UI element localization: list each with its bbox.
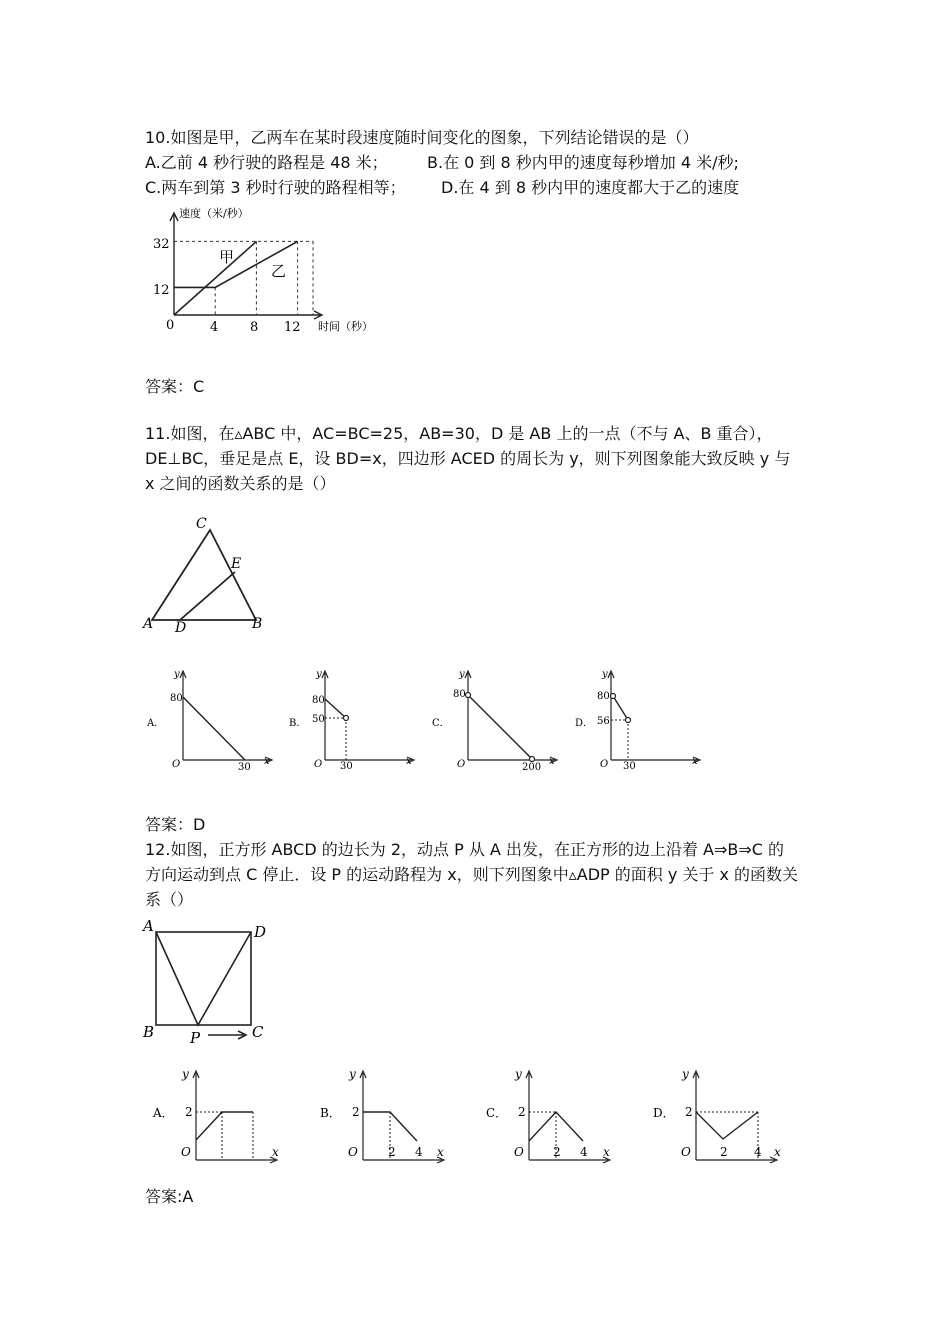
q11-graph-c [430, 665, 565, 775]
q11b-y-mid: 50 [312, 714, 325, 725]
q11-segment-de [180, 572, 235, 620]
q12d-x-mid: 2 [720, 1145, 728, 1159]
q11-stem-line2: DE⊥BC，垂足是点 E，设 BD=x，四边形 ACED 的周长为 y，则下列图象能大致反映 y 与 [145, 449, 791, 468]
q12-answer: 答案:A [145, 1187, 194, 1206]
q11a-graph-line [183, 697, 245, 760]
q10-option-b: B.在 0 到 8 秒内甲的速度每秒增加 4 米/秒; [427, 153, 739, 172]
q11b-graph-line [325, 699, 346, 718]
q11-stem-line1: 11.如图，在▵ABC 中，AC=BC=25，AB=30，D 是 AB 上的一点（不与 A、B 重合）， [145, 424, 773, 443]
q12d-graph-line [696, 1112, 758, 1139]
q10-series-label-jia: 甲 [219, 248, 235, 266]
q11d-option: D． [575, 718, 594, 729]
q12-label-d: D [254, 923, 267, 941]
q12b-x-mid: 2 [388, 1145, 396, 1159]
q12a-graph-line [196, 1112, 253, 1140]
q10-xtick-8: 8 [250, 320, 259, 335]
q10-xtick-4: 4 [210, 320, 219, 335]
q11b-option: B． [289, 718, 307, 729]
q12a-origin: O [181, 1145, 191, 1159]
q11b-x-label: x [406, 756, 412, 767]
q11-label-c: C [196, 516, 207, 532]
q11a-y-top: 80 [170, 693, 183, 704]
q12b-y-val: 2 [352, 1105, 360, 1119]
q11d-x-label: x [692, 756, 698, 767]
q11c-graph-line [468, 695, 532, 759]
q11d-graph-line [613, 696, 628, 720]
q12-stem-line2: 方向运动到点 C 停止．设 P 的运动路程为 x，则下列图象中▵ADP 的面积 y 关于 x 的函数关 [145, 865, 799, 884]
q12-label-a: A [143, 917, 154, 935]
q11-graph-d [573, 665, 708, 775]
q11c-open-point-top [466, 693, 471, 698]
q10-series-line-jia [174, 241, 256, 315]
q12b-x-label: x [437, 1145, 444, 1159]
q12b-origin: O [348, 1145, 358, 1159]
q10-option-a: A.乙前 4 秒行驶的路程是 48 米； [145, 153, 388, 172]
q11-label-d: D [175, 620, 187, 636]
q11-label-a: A [143, 616, 154, 632]
q10-xtick-0: 0 [166, 318, 175, 333]
q11c-x-end: 200 [522, 762, 542, 773]
q12c-origin: O [514, 1145, 524, 1159]
q11a-x-end: 30 [238, 762, 251, 773]
q12-square-figure [140, 915, 280, 1050]
q10-ytick-12: 12 [153, 283, 170, 298]
q11a-origin: O [172, 759, 181, 770]
q11d-y-mid: 56 [597, 716, 610, 727]
q11b-y-label: y [316, 669, 322, 680]
q10-option-c: C.两车到第 3 秒时行驶的路程相等； [145, 178, 406, 197]
q12-square-abcd [156, 932, 251, 1025]
q12-label-p: P [190, 1029, 201, 1047]
q11-label-b: B [252, 616, 263, 632]
q12b-y-label: y [349, 1067, 356, 1081]
q12c-y-val: 2 [518, 1105, 526, 1119]
q12d-option: D． [653, 1106, 675, 1120]
q11-stem-line3: x 之间的函数关系的是（） [145, 474, 336, 493]
q10-xlabel: 时间（秒） [318, 320, 373, 333]
q10-speed-time-chart [145, 205, 395, 340]
q12-triangle-adp [156, 932, 251, 1025]
q12c-x-label: x [603, 1145, 610, 1159]
q11-triangle-figure [140, 510, 270, 635]
q12-label-c: C [252, 1023, 264, 1041]
q10-ytick-32: 32 [153, 237, 170, 252]
q12d-x-label: x [774, 1145, 781, 1159]
q11a-option: A． [147, 718, 165, 729]
q10-answer: 答案：C [145, 377, 205, 396]
q12d-y-val: 2 [685, 1105, 693, 1119]
q12c-x-mid: 2 [553, 1145, 561, 1159]
q12b-option: B． [320, 1106, 341, 1120]
q11-answer: 答案：D [145, 815, 206, 834]
q11d-y-label: y [602, 669, 608, 680]
q11b-origin: O [314, 759, 323, 770]
q12-graph-b [317, 1065, 467, 1170]
q12d-origin: O [681, 1145, 691, 1159]
q12c-option: C． [486, 1106, 508, 1120]
q11d-x-end: 30 [623, 761, 636, 772]
q12-label-b: B [143, 1023, 155, 1041]
q12a-option: A． [153, 1106, 174, 1120]
q10-stem: 10.如图是甲，乙两车在某时段速度随时间变化的图象，下列结论错误的是（） [145, 128, 699, 147]
q11c-origin: O [457, 759, 466, 770]
q12a-x-label: x [272, 1145, 279, 1159]
q11c-y-top: 80 [453, 689, 466, 700]
q11b-y-top: 80 [312, 695, 325, 706]
q12-graph-a [150, 1065, 300, 1170]
q12-stem-line1: 12.如图，正方形 ABCD 的边长为 2，动点 P 从 A 出发，在正方形的边上沿着 A⇒B⇒C 的 [145, 840, 785, 859]
q12-stem-line3: 系（） [145, 890, 194, 909]
q10-option-d: D.在 4 到 8 秒内甲的速度都大于乙的速度 [441, 178, 740, 197]
q11a-x-label: x [264, 756, 270, 767]
q12a-y-label: y [182, 1067, 189, 1081]
q11b-open-point [344, 716, 349, 721]
q12c-y-label: y [515, 1067, 522, 1081]
q10-series-label-yi: 乙 [271, 262, 287, 280]
q11a-y-label: y [174, 669, 180, 680]
q10-ylabel: 速度（米/秒） [179, 207, 249, 220]
q11d-origin: O [600, 759, 609, 770]
q11d-y-top: 80 [597, 691, 610, 702]
q11b-x-end: 30 [340, 761, 353, 772]
q11-triangle-abc [152, 530, 256, 620]
q12a-y-val: 2 [185, 1105, 193, 1119]
q11-graph-b [287, 665, 422, 775]
q11c-option: C． [432, 718, 450, 729]
q12d-y-label: y [682, 1067, 689, 1081]
q12-graph-c [483, 1065, 633, 1170]
q11c-open-point-end [530, 757, 535, 762]
q11-graph-a [145, 665, 280, 775]
q12-graph-d [650, 1065, 800, 1170]
q11-label-e: E [231, 556, 242, 572]
q12d-x-end: 4 [754, 1145, 762, 1159]
q11d-open-point-mid [626, 718, 631, 723]
q11c-y-label: y [459, 669, 465, 680]
q12b-x-end: 4 [415, 1145, 423, 1159]
q12c-x-end: 4 [580, 1145, 588, 1159]
q10-xtick-12: 12 [284, 320, 301, 335]
q11d-open-point-top [611, 694, 616, 699]
q11c-x-label: x [549, 756, 555, 767]
